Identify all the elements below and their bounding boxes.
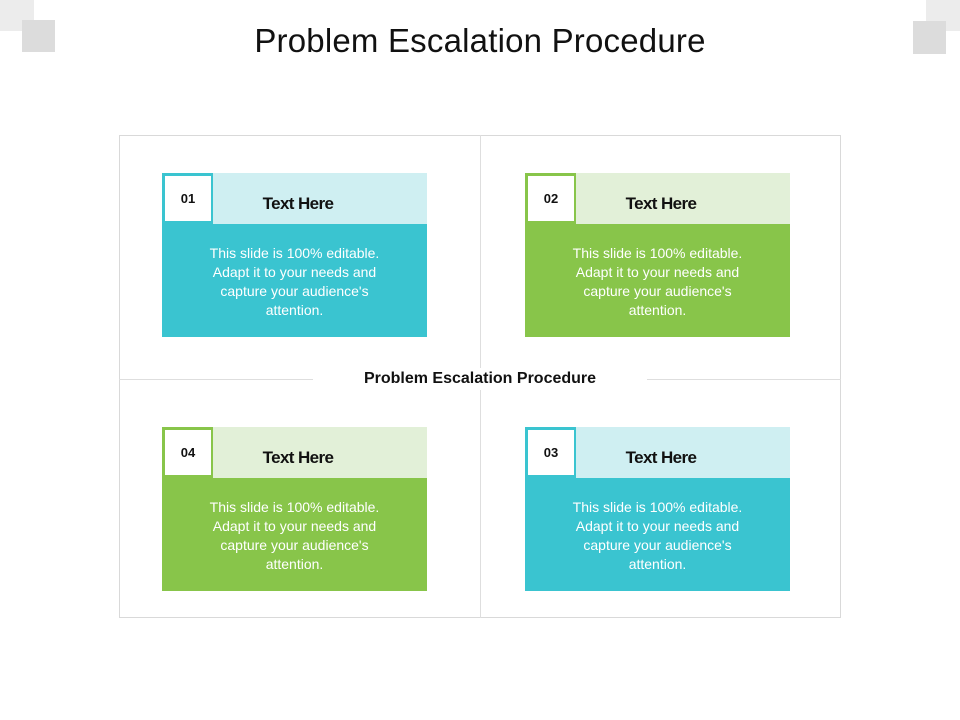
card-body: This slide is 100% editable. Adapt it to your needs and capture your audience's attention. — [525, 478, 790, 591]
card-number: 02 — [525, 173, 576, 224]
card-body: This slide is 100% editable. Adapt it to your needs and capture your audience's attention. — [162, 478, 427, 591]
card-heading: Text Here — [262, 448, 334, 467]
card-02 — [525, 173, 790, 337]
card-04 — [162, 427, 427, 591]
card-number: 03 — [525, 427, 576, 478]
card-heading: Text Here — [625, 448, 697, 467]
horizontal-divider-right — [647, 379, 841, 380]
card-03 — [525, 427, 790, 591]
card-01 — [162, 173, 427, 337]
card-heading: Text Here — [625, 194, 697, 213]
card-number: 01 — [162, 173, 213, 224]
horizontal-divider-left — [119, 379, 313, 380]
card-heading: Text Here — [262, 194, 334, 213]
card-number: 04 — [162, 427, 213, 478]
card-body: This slide is 100% editable. Adapt it to your needs and capture your audience's attention. — [525, 224, 790, 337]
page-title: Problem Escalation Procedure — [254, 22, 706, 59]
card-body: This slide is 100% editable. Adapt it to your needs and capture your audience's attention. — [162, 224, 427, 337]
center-label: Problem Escalation Procedure — [313, 368, 647, 390]
